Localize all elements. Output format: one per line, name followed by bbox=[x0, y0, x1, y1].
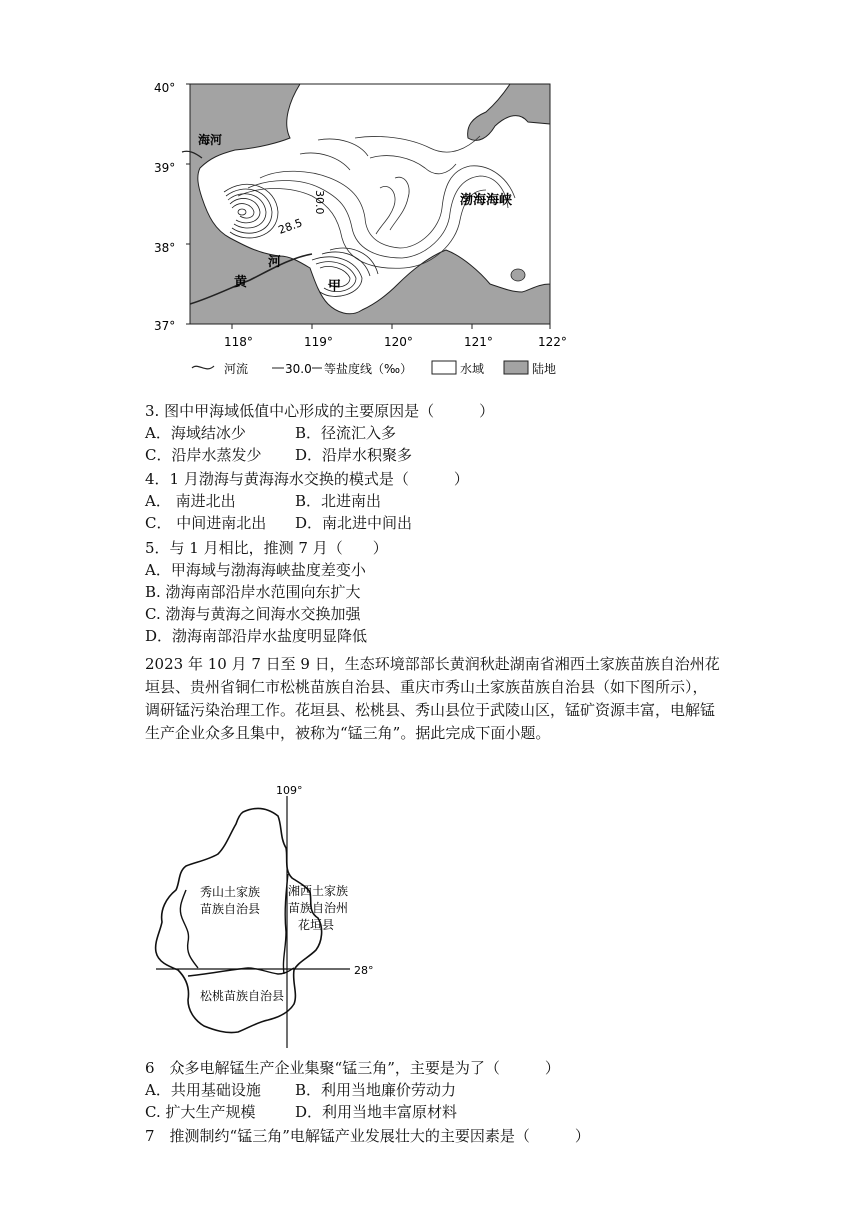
legend-land-swatch bbox=[504, 361, 528, 374]
strait-label: 渤海海峡 bbox=[460, 193, 513, 208]
meridian-label: 109° bbox=[276, 784, 303, 797]
question-4 bbox=[145, 468, 469, 534]
option-b[interactable]: B. 渤海南部沿岸水范围向东扩大 bbox=[145, 583, 361, 601]
contour-label-300: 30.0 bbox=[313, 190, 326, 215]
question-3-options-cd bbox=[145, 444, 494, 466]
lon-label: 118° bbox=[224, 335, 253, 349]
option-a[interactable]: A．共用基础设施 bbox=[145, 1081, 261, 1099]
lon-label: 119° bbox=[304, 335, 333, 349]
manganese-triangle-map bbox=[148, 782, 388, 1062]
question-4-options-cd bbox=[145, 512, 469, 534]
legend-water-swatch bbox=[432, 361, 456, 374]
question-7-stem: 7 推测制约“锰三角”电解锰产业发展壮大的主要因素是（ ） bbox=[145, 1127, 590, 1145]
question-6-options-cd bbox=[145, 1101, 560, 1123]
question-3-stem: 3. 图中甲海域低值中心形成的主要原因是（ ） bbox=[145, 402, 495, 420]
option-c[interactable]: C．沿岸水蒸发少 bbox=[145, 446, 262, 464]
option-d[interactable]: D．利用当地丰富原材料 bbox=[295, 1103, 458, 1121]
lon-label: 121° bbox=[464, 335, 493, 349]
haihe-label: 海河 bbox=[198, 133, 223, 147]
option-a[interactable]: A．甲海域与渤海海峡盐度差变小 bbox=[145, 561, 366, 579]
passage: 2023 年 10 月 7 日至 9 日，生态环境部部长黄润秋赴湖南省湘西土家族苗族自治州花垣县、贵州省铜仁市松桃苗族自治县、重庆市秀山土家族苗族自治县（如下图所示），调研锰污染治理工作。花垣县、松桃县、秀山县位于武陵山区，锰矿资源丰富，电解锰生产企业众多且集中，被称为“锰三角”。据此完成下面小题。 bbox=[145, 655, 720, 742]
lat-label: 38° bbox=[154, 241, 176, 255]
xiushan-label-line1: 秀山土家族 bbox=[200, 885, 261, 899]
question-5 bbox=[145, 537, 388, 647]
yellow-river-label-2: 河 bbox=[268, 255, 282, 270]
xiushan-label-line2: 苗族自治县 bbox=[200, 902, 261, 916]
lon-label: 120° bbox=[384, 335, 413, 349]
parallel-label: 28° bbox=[354, 964, 374, 977]
option-b[interactable]: B．径流汇入多 bbox=[295, 424, 397, 442]
xiangxi-label-line1: 湘西土家族 bbox=[288, 884, 349, 898]
lat-label: 40° bbox=[154, 81, 176, 95]
option-b[interactable]: B．利用当地廉价劳动力 bbox=[295, 1081, 457, 1099]
legend-river-label: 河流 bbox=[224, 362, 249, 376]
legend-iso-label: 等盐度线（‰） bbox=[324, 362, 413, 376]
jia-label: 甲 bbox=[328, 279, 342, 294]
option-a[interactable]: A．海域结冰少 bbox=[145, 424, 246, 442]
question-6-options-ab bbox=[145, 1079, 560, 1101]
option-c[interactable]: C． 中间进南北出 bbox=[145, 514, 267, 532]
question-5-stem: 5．与 1 月相比，推测 7 月（ ） bbox=[145, 539, 388, 557]
legend-water-label: 水域 bbox=[460, 362, 485, 376]
legend-land-label: 陆地 bbox=[532, 362, 557, 376]
island bbox=[511, 269, 525, 281]
map-legend bbox=[192, 361, 556, 376]
legend-river-symbol bbox=[192, 366, 214, 369]
yellow-river-label-1: 黄 bbox=[234, 275, 248, 290]
option-d[interactable]: D．沿岸水积聚多 bbox=[295, 446, 413, 464]
lat-label: 37° bbox=[154, 319, 176, 333]
contour-label-285: 28.5 bbox=[276, 216, 305, 237]
option-b[interactable]: B．北进南出 bbox=[295, 492, 382, 510]
question-7 bbox=[145, 1125, 590, 1147]
songtao-label: 松桃苗族自治县 bbox=[200, 989, 285, 1003]
option-d[interactable]: D．渤海南部沿岸水盐度明显降低 bbox=[145, 627, 368, 645]
option-a[interactable]: A． 南进北出 bbox=[145, 492, 236, 510]
question-4-stem: 4．1 月渤海与黄海海水交换的模式是（ ） bbox=[145, 470, 469, 488]
county-border-west bbox=[180, 890, 198, 968]
xiangxi-label-line3: 花垣县 bbox=[298, 918, 335, 932]
option-d[interactable]: D．南北进中间出 bbox=[295, 514, 413, 532]
legend-iso-value: 30.0 bbox=[285, 362, 312, 376]
question-6-stem: 6 众多电解锰生产企业集聚“锰三角”，主要是为了（ ） bbox=[145, 1059, 560, 1077]
question-6 bbox=[145, 1057, 560, 1123]
option-c[interactable]: C. 扩大生产规模 bbox=[145, 1103, 256, 1121]
bohai-salinity-map bbox=[150, 78, 570, 388]
question-3-options-ab bbox=[145, 422, 494, 444]
lat-label: 39° bbox=[154, 161, 176, 175]
question-4-options-ab bbox=[145, 490, 469, 512]
xiangxi-label-line2: 苗族自治州 bbox=[288, 901, 349, 915]
lon-label: 122° bbox=[538, 335, 567, 349]
option-c[interactable]: C. 渤海与黄海之间海水交换加强 bbox=[145, 605, 361, 623]
question-3 bbox=[145, 400, 494, 466]
